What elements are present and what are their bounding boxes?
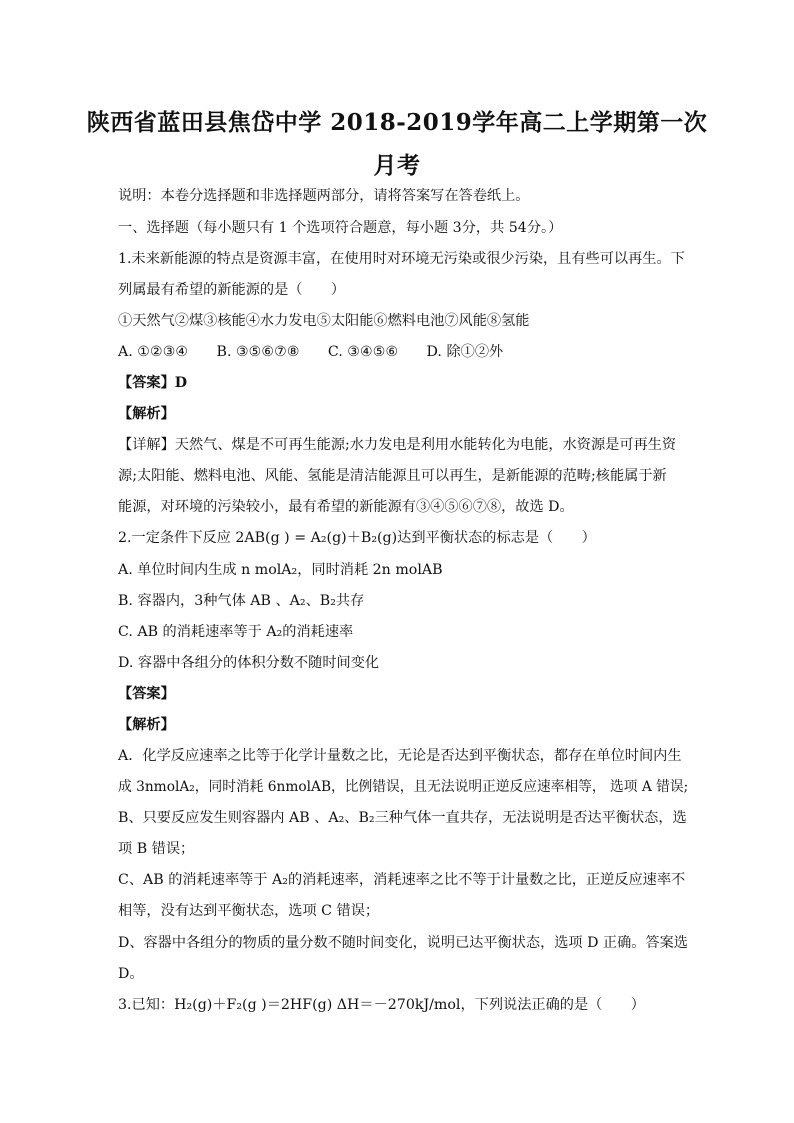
analysis-label: 【解析】	[118, 406, 175, 422]
analysis-label: 【解析】	[118, 717, 175, 733]
answer-label: 【答案】D	[118, 375, 188, 391]
question-2-option-c: C. AB 的消耗速率等于 A₂的消耗速率	[118, 624, 354, 640]
detail-text: 能源，对环境的污染较小，最有希望的新能源有③④⑤⑥⑦⑧，故选 D。	[118, 499, 574, 515]
analysis-text: A．化学反应速率之比等于化学计量数之比，无论是否达到平衡状态，都存在单位时间内生	[118, 748, 682, 764]
analysis-text: 项 B 错误；	[118, 841, 195, 857]
question-3-text: 3.已知：H₂(g)＋F₂(g )＝2HF(g) ΔH＝－270kJ/mol，下列说法正确的是（ ）	[118, 997, 645, 1013]
question-2-option-b: B. 容器内，3种气体 AB 、A₂、B₂共存	[118, 593, 365, 609]
section-heading: 一、选择题（每小题只有 1 个选项符合题意，每小题 3分，共 54分。）	[118, 220, 563, 236]
page-title-line-2: 月考	[373, 152, 421, 179]
analysis-text: C、AB 的消耗速率等于 A₂的消耗速率，消耗速率之比不等于计量数之比，正逆反应速率不	[118, 872, 686, 888]
page-title-line-1: 陕西省蓝田县焦岱中学 2018-2019学年高二上学期第一次	[86, 109, 708, 136]
question-2-option-a: A. 单位时间内生成 n molA₂，同时消耗 2n molAB	[118, 562, 443, 578]
detail-text: 【详解】天然气、煤是不可再生能源;水力发电是利用水能转化为电能，水资源是可再生资	[118, 437, 677, 453]
question-2-text: 2.一定条件下反应 2AB(g ) = A₂(g)＋B₂(g)达到平衡状态的标志是（ ）	[118, 530, 596, 546]
question-1-items: ①天然气②煤③核能④水力发电⑤太阳能⑥燃料电池⑦风能⑧氢能	[118, 313, 530, 329]
analysis-text: B、只要反应发生则容器内 AB 、A₂、B₂三种气体一直共存，无法说明是否达平衡状态，选	[118, 810, 687, 826]
instructions-line: 说明：本卷分选择题和非选择题两部分，请将答案写在答卷纸上。	[118, 188, 530, 204]
analysis-text: D。	[118, 966, 144, 982]
detail-text: 源;太阳能、燃料电池、风能、氢能是清洁能源且可以再生，是新能源的范畴;核能属于新	[118, 468, 667, 484]
analysis-text: 成 3nmolA₂，同时消耗 6nmolAB，比例错误，且无法说明正逆反应速率相等， 选项 A 错误;	[118, 779, 689, 795]
question-2-option-d: D. 容器中各组分的体积分数不随时间变化	[118, 655, 380, 671]
answer-label: 【答案】	[118, 686, 175, 702]
question-1-options: A. ①②③④ B. ③⑤⑥⑦⑧ C. ③④⑤⑥ D. 除①②外	[118, 344, 504, 360]
question-1-text: 1.未来新能源的特点是资源丰富，在使用时对环境无污染或很少污染，且有些可以再生。下	[118, 251, 685, 267]
question-1-text: 列属最有希望的新能源的是（ ）	[118, 282, 346, 298]
analysis-text: D、容器中各组分的物质的量分数不随时间变化，说明已达平衡状态，选项 D 正确。答案选	[118, 935, 688, 951]
analysis-text: 相等，没有达到平衡状态，选项 C 错误；	[118, 903, 380, 919]
